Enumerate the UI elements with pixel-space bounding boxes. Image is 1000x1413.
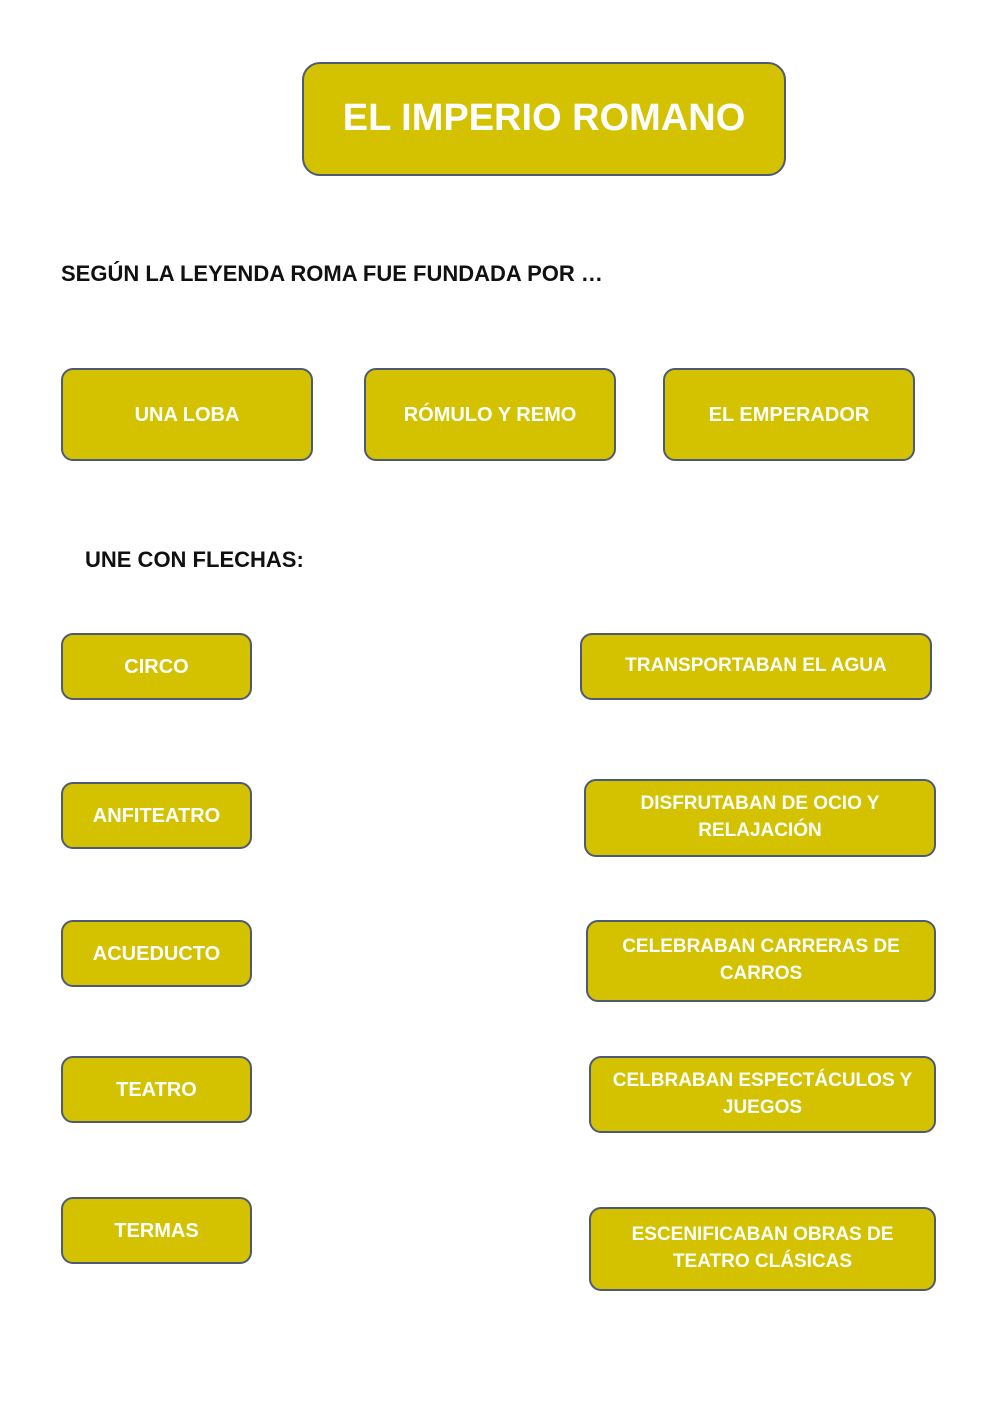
right-item-carreras-carros[interactable]: CELEBRABAN CARRERAS DE CARROS <box>586 920 936 1002</box>
question-text: SEGÚN LA LEYENDA ROMA FUE FUNDADA POR … <box>61 261 603 286</box>
match-instruction: UNE CON FLECHAS: <box>85 547 304 572</box>
left-item-acueducto[interactable]: ACUEDUCTO <box>61 920 252 987</box>
right-item-espectaculos-juegos[interactable]: CELBRABAN ESPECTÁCULOS Y JUEGOS <box>589 1056 936 1133</box>
left-item-teatro[interactable]: TEATRO <box>61 1056 252 1123</box>
option-el-emperador[interactable]: EL EMPERADOR <box>663 368 915 461</box>
right-item-obras-teatro[interactable]: ESCENIFICABAN OBRAS DE TEATRO CLÁSICAS <box>589 1207 936 1291</box>
worksheet-title: EL IMPERIO ROMANO <box>302 62 786 176</box>
left-item-anfiteatro[interactable]: ANFITEATRO <box>61 782 252 849</box>
option-romulo-y-remo[interactable]: RÓMULO Y REMO <box>364 368 616 461</box>
left-item-termas[interactable]: TERMAS <box>61 1197 252 1264</box>
option-una-loba[interactable]: UNA LOBA <box>61 368 313 461</box>
right-item-transportaban-agua[interactable]: TRANSPORTABAN EL AGUA <box>580 633 932 700</box>
right-item-ocio-relajacion[interactable]: DISFRUTABAN DE OCIO Y RELAJACIÓN <box>584 779 936 857</box>
left-item-circo[interactable]: CIRCO <box>61 633 252 700</box>
